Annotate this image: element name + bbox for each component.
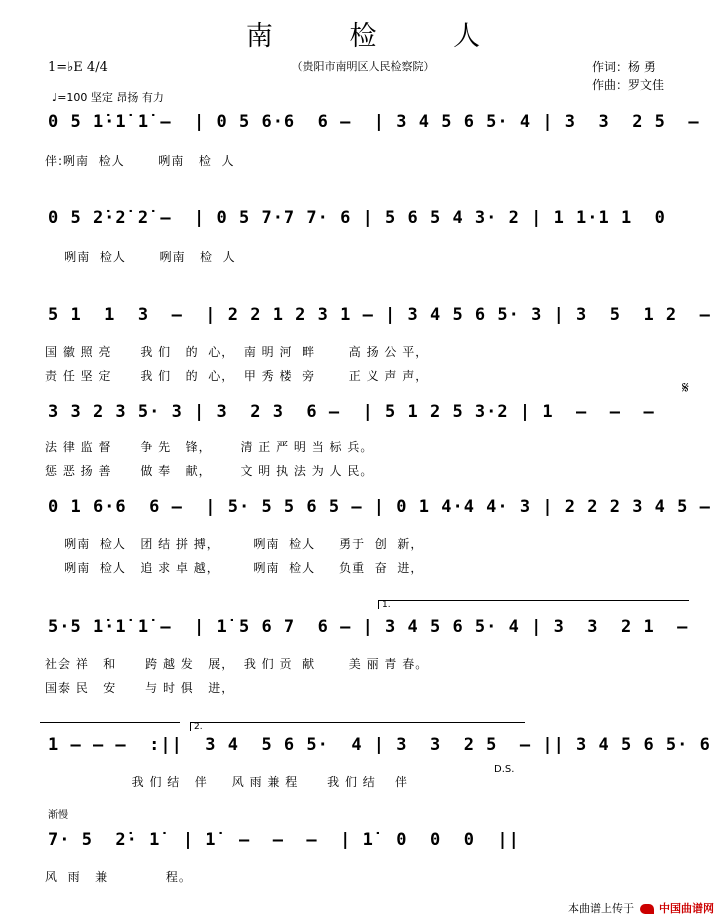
notes-line: 7· 5 2̇· 1̇ | 1̇ – – – | 1̇ 0 0 0 || (48, 830, 520, 850)
score-row-1 (40, 112, 700, 172)
score-row-2 (40, 208, 690, 268)
score-row-8 (40, 830, 690, 890)
song-title: 南 检 人 (245, 21, 515, 52)
volta-1-label: 1. (382, 600, 391, 610)
segno-icon: 𝄋 (682, 378, 689, 397)
volta-2-label: 2. (194, 722, 203, 732)
footer-text: 本曲谱上传于 (568, 902, 634, 915)
score-row-6 (40, 617, 690, 695)
subtitle: （贵阳市南明区人民检察院） (291, 60, 435, 73)
lyric-line: 伴:咧南 检人 咧南 检 人 (45, 154, 235, 168)
lyric-line: 惩 恶 扬 善 做 奉 献， 文 明 执 法 为 人 民。 (45, 464, 374, 478)
notes-line: 0 5 2̇·2̇ 2̇ – | 0 5 7·7 7· 6 | 5 6 5 4 3· 2 | 1 1·1 1 0 (48, 208, 666, 228)
notes-line: 1 – – – :|| 3 4 5 6 5· 4 | 3 3 2 5 – || 3 4 5 6 5· 6 (48, 735, 711, 755)
composer: 作曲：罗文佳 (592, 78, 665, 92)
dal-segno-mark: D.S. (494, 764, 515, 775)
notes-line: 0 1 6·6 6 – | 5· 5 5 6 5 – | 0 1 4·4 4· 3 | 2 2 2 3 4 5 – (48, 497, 711, 517)
lyric-line: 责 任 坚 定 我 们 的 心， 甲 秀 楼 旁 正 义 声 声， (45, 369, 429, 383)
lyricist: 作词：杨 勇 (592, 60, 656, 74)
lyric-line: 我 们 结 伴 风 雨 兼 程 我 们 结 伴 (45, 775, 409, 789)
volta-bracket-1 (378, 600, 689, 609)
lyric-line: 风 雨 兼 程。 (45, 870, 192, 884)
score-row-4 (40, 402, 690, 478)
lyric-line: 法 律 监 督 争 先 锋， 清 正 严 明 当 标 兵。 (45, 440, 374, 454)
notes-line: 5·5 1̇·1̇ 1̇ – | 1̇ 5 6 7 6 – | 3 4 5 6 5· 4 | 3 3 2 1 – (48, 617, 689, 637)
ritardando-mark: 渐慢 (48, 810, 68, 821)
score-row-7 (40, 735, 711, 795)
score-row-3 (40, 305, 711, 383)
lyric-line: 国 徽 照 亮 我 们 的 心， 南 明 河 畔 高 扬 公 平， (45, 345, 429, 359)
lyric-line: 国泰 民 安 与 时 俱 进， (45, 681, 235, 695)
tempo-marking: ♩=100 坚定 昂扬 有力 (52, 91, 164, 104)
lyric-line: 咧南 检人 追 求 卓 越， 咧南 检人 负重 奋 进， (45, 561, 424, 575)
volta-bracket-1-cont (40, 722, 180, 731)
logo-icon (640, 904, 654, 914)
notes-line: 5 1 1 3 – | 2 2 1 2 3 1 – | 3 4 5 6 5· 3 | 3 5 1 2 – (48, 305, 711, 325)
volta-bracket-2 (190, 722, 525, 731)
key-signature: 1=♭E 4/4 (48, 60, 108, 75)
footer (568, 900, 714, 916)
notes-line: 0 5 1̇·1̇ 1̇ – | 0 5 6·6 6 – | 3 4 5 6 5· 4 | 3 3 2 5 – (48, 112, 700, 132)
score-row-5 (40, 497, 711, 575)
lyric-line: 咧南 检人 咧南 检 人 (45, 250, 236, 264)
notes-line: 3 3 2 3 5· 3 | 3 2 3 6 – | 5 1 2 5 3·2 | 1 – – – (48, 402, 655, 422)
site-brand[interactable]: 中国曲谱网 (659, 902, 714, 915)
lyric-line: 社会 祥 和 跨 越 发 展， 我 们 贡 献 美 丽 青 春。 (45, 657, 429, 671)
lyric-line: 咧南 检人 团 结 拼 搏， 咧南 检人 勇于 创 新， (45, 537, 424, 551)
